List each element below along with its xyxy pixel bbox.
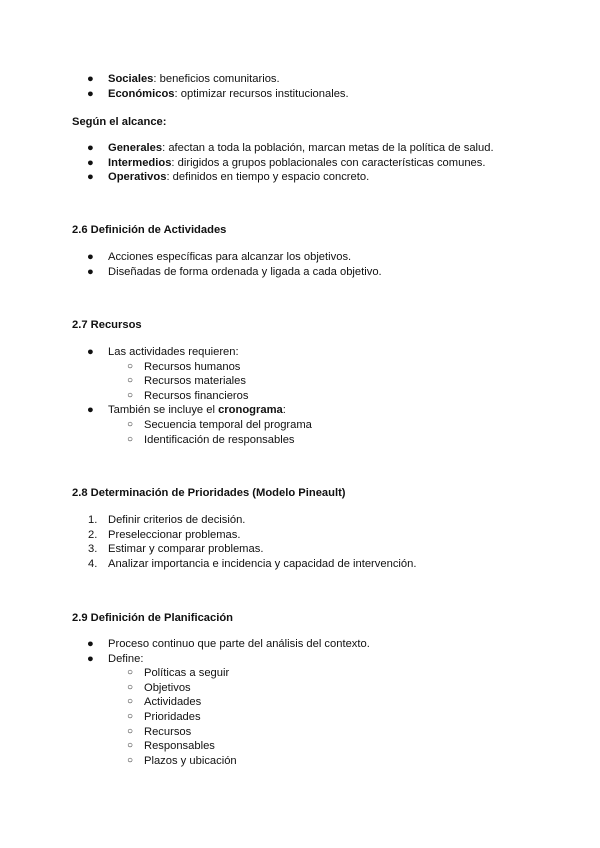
list-item-text: : [282,404,286,417]
term: Sociales [108,73,154,85]
sub-item-text: Plazos y ubicación [144,754,237,767]
bullet-icon: ● [87,156,94,169]
list-item-text: Analizar importancia e incidencia y capacidad de intervención. [108,557,417,570]
circle-bullet-icon: ○ [127,725,134,737]
term-desc: : afectan a toda la población, marcan metas de la política de salud. [162,142,494,154]
bullet-icon: ● [87,638,94,650]
sub-list-item [0,754,600,769]
term: cronograma [218,404,283,417]
list-item [0,513,600,528]
term: Económicos [108,87,175,100]
list-item [0,170,600,185]
list-item [0,250,600,265]
sub-item-text: Recursos [144,725,192,738]
section-heading-2-8: 2.8 Determinación de Prioridades (Modelo Pineault) [72,487,346,499]
alcance-heading: Según el alcance: [72,116,167,128]
sub-item-text: Recursos humanos [144,360,241,373]
list-item [0,652,600,667]
circle-bullet-icon: ○ [127,375,134,387]
list-item [0,542,600,557]
sub-list-item [0,710,600,725]
list-number: 3. [88,543,98,556]
circle-bullet-icon: ○ [127,418,134,430]
list-item [0,345,600,360]
sub-item-text: Secuencia temporal del programa [144,418,312,431]
section-heading-2-7: 2.7 Recursos [72,319,142,331]
prioridades-list [0,513,600,571]
list-item-text: Las actividades requieren: [108,346,239,358]
list-item [0,87,600,102]
circle-bullet-icon: ○ [127,696,134,708]
list-item-text: Preseleccionar problemas. [108,528,241,541]
circle-bullet-icon: ○ [127,360,134,372]
list-item-text: Define: [108,652,144,665]
alcance-list [0,141,600,185]
sub-item-text: Actividades [144,696,202,709]
circle-bullet-icon: ○ [127,667,134,679]
sub-list-item [0,739,600,754]
section-heading-2-9: 2.9 Definición de Planificación [72,612,234,624]
list-item-text: Proceso continuo que parte del análisis del contexto. [108,638,370,650]
section-heading-2-6: 2.6 Definición de Actividades [72,224,227,236]
list-number: 1. [88,514,98,526]
sub-list-item [0,374,600,389]
list-item [0,637,600,652]
bullet-icon: ● [87,251,94,263]
list-item [0,528,600,543]
sub-item-text: Políticas a seguir [144,667,230,680]
bullet-icon: ● [87,73,94,85]
sub-item-text: Identificación de responsables [144,433,295,446]
circle-bullet-icon: ○ [127,681,134,693]
bullet-icon: ● [87,265,94,278]
term: Intermedios [108,156,172,169]
list-item-text: Estimar y comparar problemas. [108,543,264,556]
bullet-icon: ● [87,346,94,358]
list-item [0,141,600,156]
sub-item-text: Objetivos [144,681,191,694]
planificacion-list [0,637,600,768]
actividades-list [0,250,600,279]
circle-bullet-icon: ○ [127,433,134,445]
term-desc: : optimizar recursos institucionales. [174,87,349,100]
sub-item-text: Prioridades [144,710,201,723]
sub-item-text: Recursos financieros [144,389,249,402]
list-item [0,557,600,572]
sub-list-item [0,681,600,696]
sub-list-item [0,418,600,433]
bullet-icon: ● [87,171,94,184]
recursos-list [0,345,600,447]
term-desc: : definidos en tiempo y espacio concreto. [166,171,370,184]
list-number: 4. [88,557,98,570]
circle-bullet-icon: ○ [127,389,134,401]
list-item [0,72,600,87]
term-desc: : beneficios comunitarios. [153,73,280,85]
bullet-icon: ● [87,87,94,100]
term: Generales [108,142,163,154]
list-item [0,265,600,280]
sub-list-item [0,360,600,375]
bullet-icon: ● [87,652,94,665]
list-number: 2. [88,528,98,541]
bullet-icon: ● [87,404,94,417]
term-desc: : dirigidos a grupos poblacionales con características comunes. [171,156,486,169]
sub-list-item [0,433,600,448]
sub-item-text: Responsables [144,740,215,753]
sub-item-text: Recursos materiales [144,375,246,388]
circle-bullet-icon: ○ [127,740,134,752]
circle-bullet-icon: ○ [127,754,134,766]
sub-list-item [0,666,600,681]
top-bullet-list [0,72,600,101]
list-item-text: Diseñadas de forma ordenada y ligada a cada objetivo. [108,265,382,278]
bullet-icon: ● [87,142,94,154]
sub-list-item [0,695,600,710]
circle-bullet-icon: ○ [127,710,134,722]
list-item-text: Definir criterios de decisión. [108,514,246,526]
list-item-text: También se incluye el [108,404,219,417]
list-item [0,403,600,418]
sub-list-item [0,725,600,740]
list-item-text: Acciones específicas para alcanzar los objetivos. [108,251,352,263]
list-item [0,156,600,171]
sub-list-item [0,389,600,404]
term: Operativos [108,171,167,184]
